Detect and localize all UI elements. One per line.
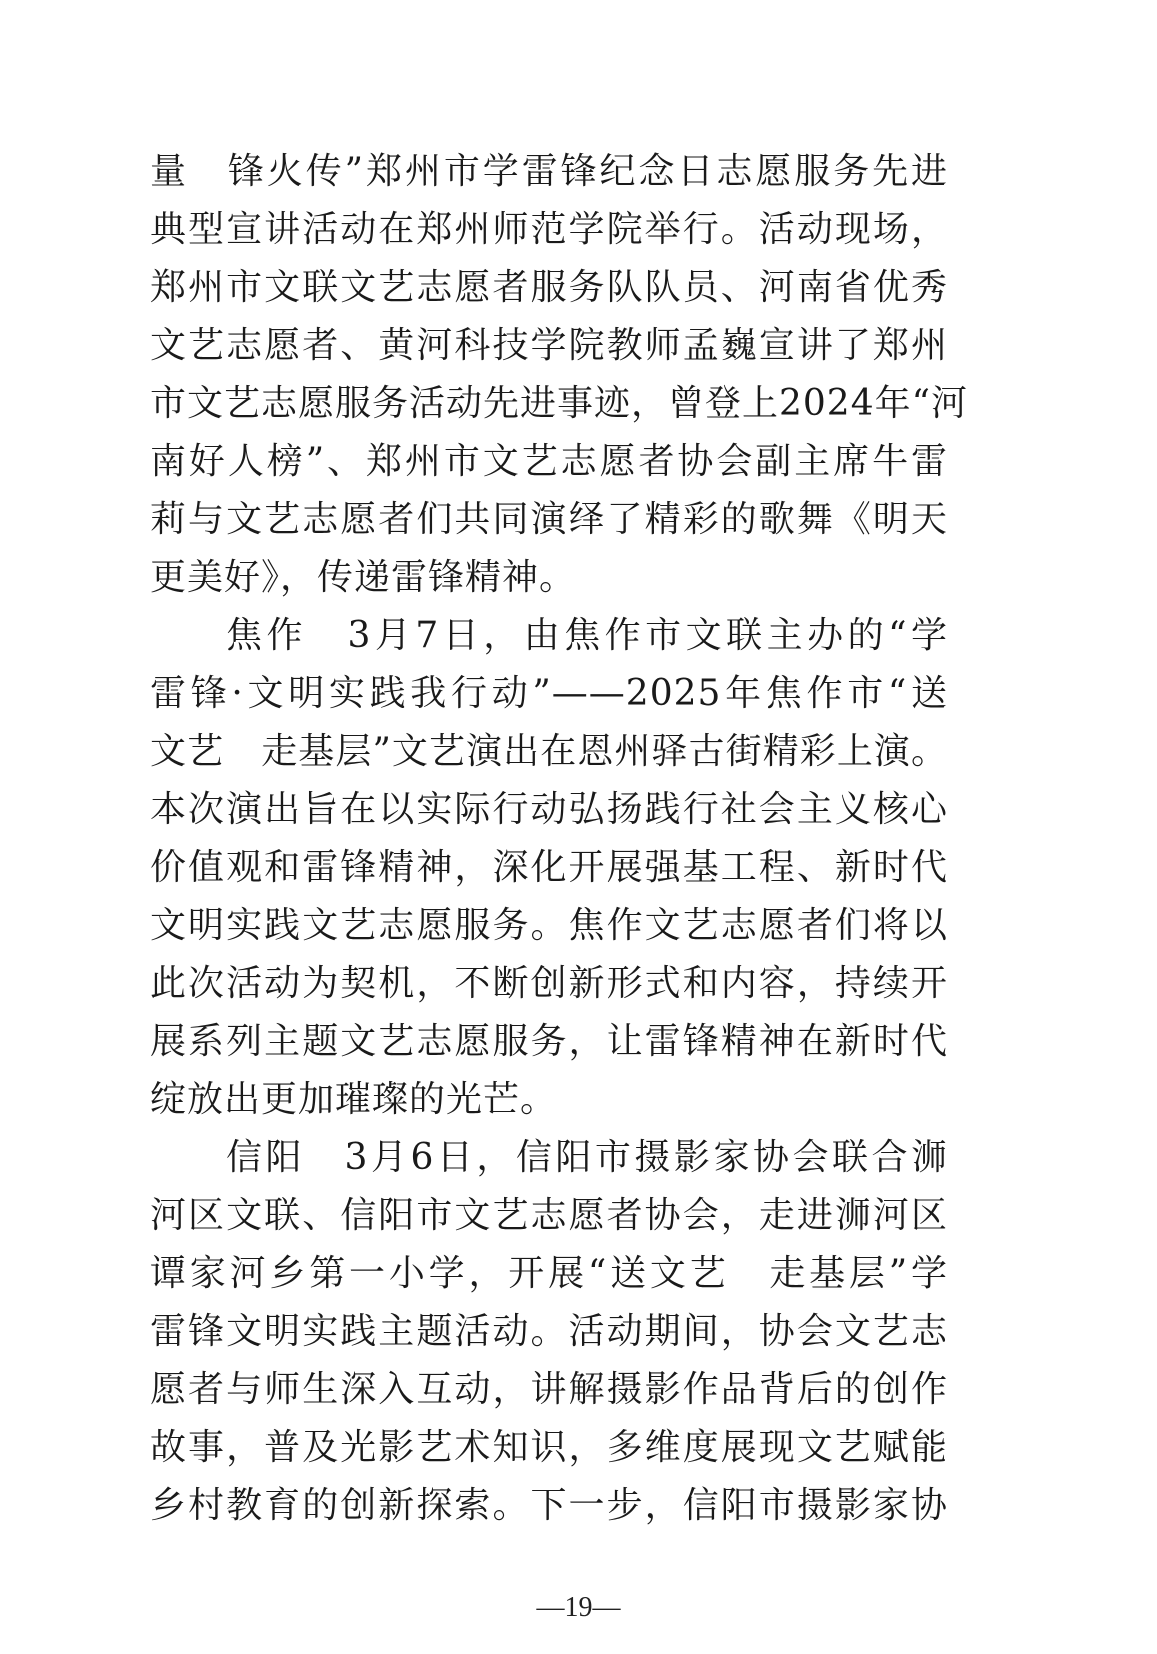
text-line: 南好人榜”、郑州市文艺志愿者协会副主席牛雷: [150, 441, 948, 482]
text-line: 文艺志愿者、黄河科技学院教师孟巍宣讲了郑州: [150, 325, 948, 366]
page-number: —19—: [536, 1592, 621, 1623]
text-line: 文明实践文艺志愿服务。焦作文艺志愿者们将以: [150, 905, 948, 946]
text-line: 此次活动为契机，不断创新形式和内容，持续开: [150, 963, 948, 1004]
paragraph-end-line: 绽放出更加璀璨的光芒。: [150, 1079, 558, 1120]
text-line: 市文艺志愿服务活动先进事迹，曾登上2024年“河: [150, 383, 969, 424]
text-line: 谭家河乡第一小学，开展“送文艺 走基层”学: [150, 1253, 948, 1294]
text-line: 雷锋文明实践主题活动。活动期间，协会文艺志: [150, 1311, 948, 1352]
text-line: 故事，普及光影艺术知识，多维度展现文艺赋能: [150, 1427, 948, 1468]
text-line: 乡村教育的创新探索。下一步，信阳市摄影家协: [150, 1485, 948, 1526]
text-line: 典型宣讲活动在郑州师范学院举行。活动现场，: [150, 209, 948, 250]
text-line: 价值观和雷锋精神，深化开展强基工程、新时代: [150, 847, 948, 888]
text-line: 莉与文艺志愿者们共同演绎了精彩的歌舞《明天: [150, 499, 948, 540]
text-line: 展系列主题文艺志愿服务，让雷锋精神在新时代: [150, 1021, 948, 1062]
text-line: 愿者与师生深入互动，讲解摄影作品背后的创作: [150, 1369, 948, 1410]
paragraph-end-line: 更美好》，传递雷锋精神。: [150, 557, 577, 598]
text-line: 本次演出旨在以实际行动弘扬践行社会主义核心: [150, 789, 948, 830]
text-line: 量 锋火传”郑州市学雷锋纪念日志愿服务先进: [150, 151, 948, 192]
text-line: 文艺 走基层”文艺演出在恩州驿古街精彩上演。: [150, 731, 948, 772]
paragraph-start-jiaozuo: 焦作 3月7日，由焦作市文联主办的“学: [226, 615, 948, 656]
text-line: 郑州市文联文艺志愿者服务队队员、河南省优秀: [150, 267, 948, 308]
text-line: 雷锋·文明实践我行动”——2025年焦作市“送: [150, 673, 948, 714]
paragraph-start-xinyang: 信阳 3月6日，信阳市摄影家协会联合浉: [226, 1137, 948, 1178]
text-line: 河区文联、信阳市文艺志愿者协会，走进浉河区: [150, 1195, 948, 1236]
